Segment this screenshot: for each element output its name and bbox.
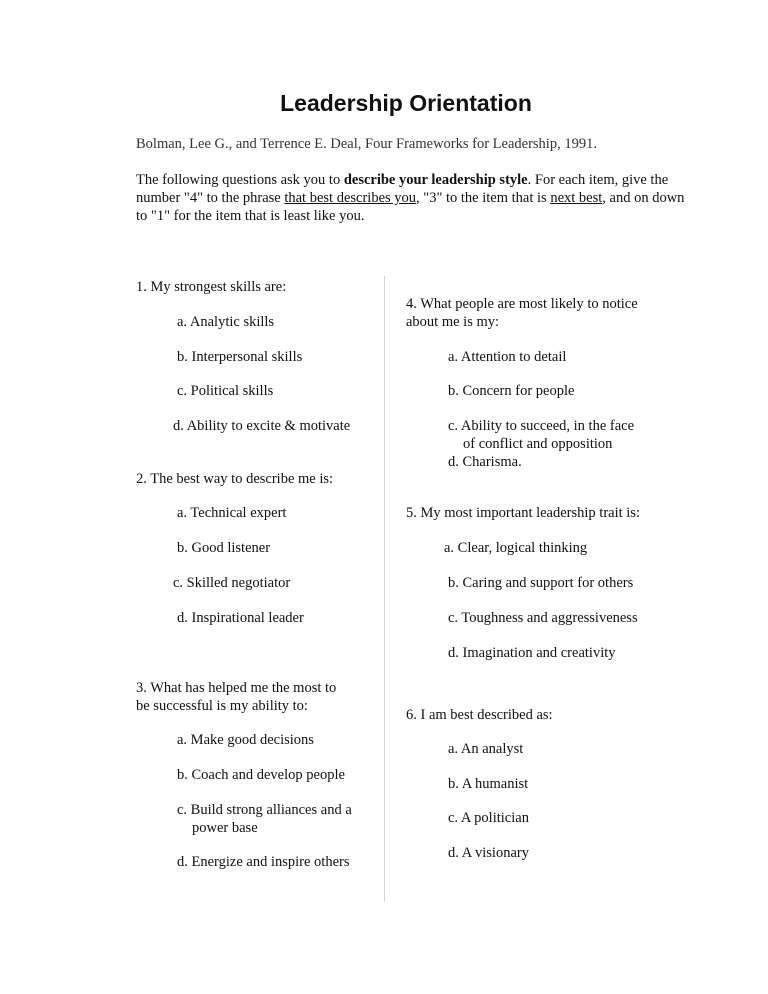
question-5-option-a: a. Clear, logical thinking	[444, 540, 588, 556]
question-2	[136, 470, 333, 488]
question-5-option-d: d. Imagination and creativity	[448, 645, 616, 661]
question-4-line-1: 4. What people are most likely to notice	[406, 296, 638, 312]
intro-text-3: , "3" to the item that is	[416, 190, 551, 206]
intro-underline-1: that best describes you	[284, 190, 417, 206]
question-1-option-c: c. Political skills	[177, 383, 274, 399]
question-1	[136, 278, 286, 296]
question-2-option-d: d. Inspirational leader	[177, 610, 304, 626]
question-3-option-d: d. Energize and inspire others	[177, 854, 350, 870]
question-5-option-b: b. Caring and support for others	[448, 575, 634, 591]
citation: Bolman, Lee G., and Terrence E. Deal, Four Frameworks for Leadership, 1991.	[136, 136, 597, 152]
question-2-option-b: b. Good listener	[177, 540, 271, 556]
question-6-option-c: c. A politician	[448, 810, 529, 826]
column-divider	[384, 276, 385, 902]
question-3-option-a: a. Make good decisions	[177, 732, 314, 748]
question-4-option-b: b. Concern for people	[448, 383, 575, 399]
intro-bold: describe your leadership style	[343, 172, 528, 188]
intro-text-1: The following questions ask you to	[136, 172, 344, 188]
question-1-option-d: d. Ability to excite & motivate	[173, 418, 351, 434]
question-1-option-b: b. Interpersonal skills	[177, 349, 303, 365]
question-3	[136, 679, 336, 715]
question-1-line-1: 1. My strongest skills are:	[136, 279, 287, 295]
question-4	[406, 295, 638, 331]
question-2-option-a: a. Technical expert	[177, 505, 287, 521]
question-1-option-a: a. Analytic skills	[177, 314, 275, 330]
question-4-option-a: a. Attention to detail	[448, 349, 567, 365]
question-6-line-1: 6. I am best described as:	[406, 707, 553, 723]
question-6-option-b: b. A humanist	[448, 776, 529, 792]
question-3-option-b: b. Coach and develop people	[177, 767, 345, 783]
intro-text-2: . For each item, give the number "4" to the phrase	[136, 172, 669, 206]
question-5-line-1: 5. My most important leadership trait is:	[406, 505, 640, 521]
question-4-option-d: d. Charisma.	[448, 454, 522, 470]
question-6	[406, 706, 553, 724]
question-3-option-c: c. Build strong alliances and a power base	[177, 802, 352, 836]
question-4-option-c: c. Ability to succeed, in the face of conflict and opposition	[448, 418, 635, 452]
question-5	[406, 504, 640, 522]
page-title: Leadership Orientation	[280, 90, 532, 116]
question-3-line-2: be successful is my ability to:	[136, 698, 308, 714]
question-2-option-c: c. Skilled negotiator	[173, 575, 291, 591]
instructions	[136, 171, 696, 225]
question-5-option-c: c. Toughness and aggressiveness	[448, 610, 638, 626]
question-2-line-1: 2. The best way to describe me is:	[136, 471, 334, 487]
intro-underline-2: next best	[550, 190, 603, 206]
question-6-option-d: d. A visionary	[448, 845, 529, 861]
question-3-line-1: 3. What has helped me the most to	[136, 680, 337, 696]
question-6-option-a: a. An analyst	[448, 741, 524, 757]
intro-text-4: , and on down to "1" for the item that is least like you.	[136, 190, 685, 224]
question-4-line-2: about me is my:	[406, 314, 500, 330]
